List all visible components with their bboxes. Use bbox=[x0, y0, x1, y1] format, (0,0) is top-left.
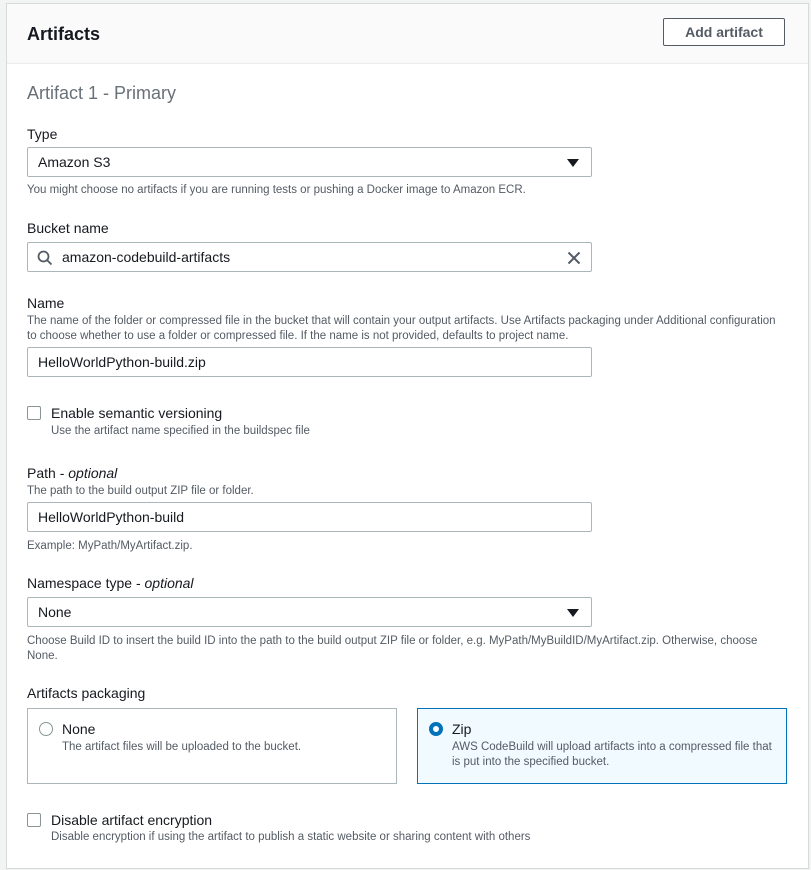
type-hint: You might choose no artifacts if you are running tests or pushing a Docker image to Amazon ECR. bbox=[27, 184, 526, 196]
add-artifact-button[interactable]: Add artifact bbox=[663, 18, 785, 46]
packaging-label: Artifacts packaging bbox=[27, 685, 146, 701]
packaging-none-title: None bbox=[62, 721, 96, 737]
type-select-value: Amazon S3 bbox=[38, 154, 111, 170]
path-optional: optional bbox=[68, 465, 118, 481]
artifacts-panel bbox=[6, 3, 809, 869]
path-label-text: Path - bbox=[27, 465, 69, 481]
disable-encryption-checkbox[interactable] bbox=[27, 813, 41, 827]
packaging-zip-radio[interactable] bbox=[429, 722, 443, 736]
name-input[interactable] bbox=[27, 347, 592, 377]
type-label: Type bbox=[27, 126, 58, 142]
packaging-none-description: The artifact files will be uploaded to the bucket. bbox=[62, 741, 302, 753]
packaging-none-radio[interactable] bbox=[39, 722, 53, 736]
namespace-optional: optional bbox=[144, 575, 194, 591]
panel-title: Artifacts bbox=[27, 24, 101, 44]
path-input-value: HelloWorldPython-build bbox=[38, 509, 185, 525]
namespace-label-text: Namespace type - bbox=[27, 575, 145, 591]
panel-header bbox=[7, 4, 808, 64]
path-label bbox=[27, 465, 117, 481]
namespace-select-value: None bbox=[38, 604, 72, 620]
name-description: The name of the folder or compressed file in the bucket that will contain your output artifacts. Use Artifacts packaging under Additional configuration to choose whether to use a folder or compressed file. If the name is not provided, defaults to project name. bbox=[27, 315, 776, 342]
path-input[interactable] bbox=[27, 502, 592, 532]
packaging-zip-title: Zip bbox=[452, 721, 472, 737]
path-description: The path to the build output ZIP file or folder. bbox=[27, 485, 254, 497]
semantic-versioning-description: Use the artifact name specified in the buildspec file bbox=[51, 425, 310, 437]
clear-icon[interactable] bbox=[567, 251, 581, 265]
artifact-heading: Artifact 1 - Primary bbox=[27, 83, 177, 103]
type-select[interactable] bbox=[27, 147, 592, 177]
bucket-value: amazon-codebuild-artifacts bbox=[62, 249, 231, 265]
path-example: Example: MyPath/MyArtifact.zip. bbox=[27, 540, 193, 552]
disable-encryption-description: Disable encryption if using the artifact to publish a static website or sharing content with others bbox=[51, 831, 531, 843]
semantic-versioning-label: Enable semantic versioning bbox=[51, 405, 223, 421]
packaging-zip-description: AWS CodeBuild will upload artifacts into a compressed file that is put into the specified bucket. bbox=[452, 741, 772, 768]
namespace-label bbox=[27, 575, 194, 591]
bucket-label: Bucket name bbox=[27, 220, 109, 236]
semantic-versioning-checkbox[interactable] bbox=[27, 406, 41, 420]
name-input-value: HelloWorldPython-build.zip bbox=[38, 354, 206, 370]
namespace-select[interactable] bbox=[27, 597, 592, 627]
caret-down-icon bbox=[567, 609, 579, 617]
disable-encryption-label: Disable artifact encryption bbox=[51, 812, 213, 828]
namespace-description: Choose Build ID to insert the build ID into the path to the build output ZIP file or folder, e.g. MyPath/MyBuildID/MyArtifact.zip. Otherwise, choose None. bbox=[27, 635, 758, 662]
bucket-search-input[interactable] bbox=[27, 242, 592, 272]
packaging-option-none[interactable] bbox=[27, 708, 397, 784]
caret-down-icon bbox=[567, 159, 579, 167]
search-icon bbox=[37, 250, 53, 266]
name-label: Name bbox=[27, 295, 65, 311]
packaging-option-zip[interactable] bbox=[417, 708, 787, 784]
